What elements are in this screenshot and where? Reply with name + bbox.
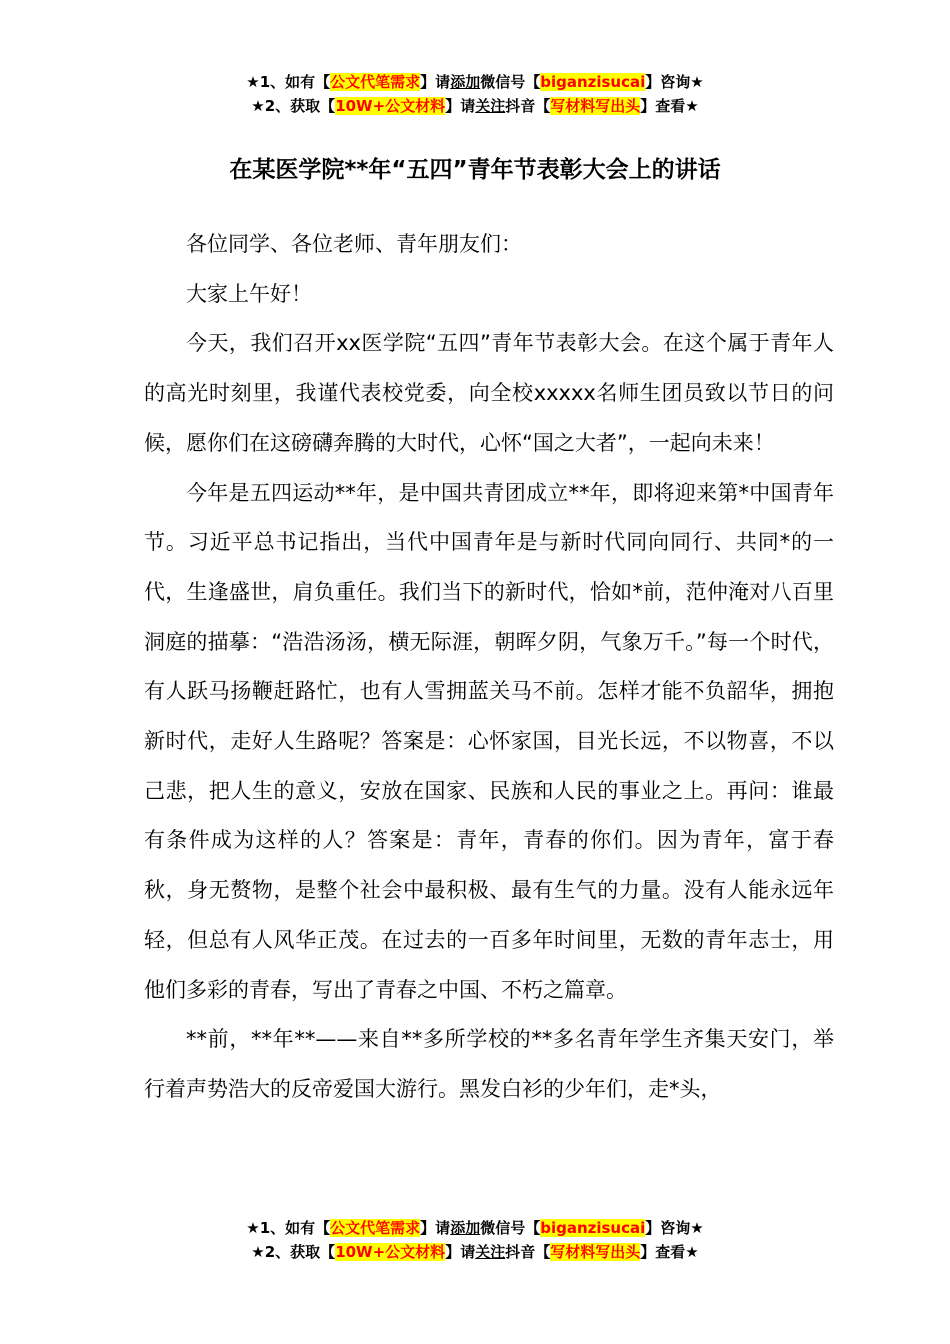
highlight-douyin: 写材料写出头 <box>550 1243 641 1261</box>
banner-line-1 <box>0 70 950 94</box>
banner-text: 】咨询★ <box>645 73 704 91</box>
highlight-materials: 10W+公文材料 <box>335 97 446 115</box>
paragraph-greeting: 大家上午好！ <box>186 281 312 306</box>
document-title: 在某医学院**年“五四”青年节表彰大会上的讲话 <box>229 157 721 183</box>
banner-text: ★1、如有【 <box>246 73 331 91</box>
banner-text: 微信号【 <box>480 1219 541 1237</box>
banner-text: 抖音【 <box>505 1243 551 1261</box>
highlight-wechat-id: biganzisucai <box>540 73 646 91</box>
banner-line-1 <box>0 1216 950 1240</box>
paragraph: 今年是五四运动**年，是中国共青团成立**年，即将迎来第*中国青年节。习近平总书记指出，当代中国青年是与新时代同向同行、共同*的一代，生逢盛世，肩负重任。我们当下的新时代，恰如*前，范仲淹对八百里洞庭的描摹：“浩浩汤汤，横无际涯，朝晖夕阴，气象万千。”每一个时代，有人跃马扬鞭赶路忙，也有人雪拥蓝关马不前。怎样才能不负韶华，拥抱新时代，走好人生路呢？答案是：心怀家国，目光长远，不以物喜，不以己悲，把人生的意义，安放在国家、民族和人民的事业之上。再问：谁最有条件成为这样的人？答案是：青年，青春的你们。因为青年，富于春秋，身无赘物，是整个社会中最积极、最有生气的力量。没有人能永远年轻，但总有人风华正茂。在过去的一百多年时间里，无数的青年志士，用他们多彩的青春，写出了青春之中国、不朽之篇章。 <box>144 480 834 1002</box>
highlight-wechat-id: biganzisucai <box>540 1219 646 1237</box>
banner-text: 】请 <box>420 1219 451 1237</box>
banner-line-2 <box>0 94 950 118</box>
paragraph-salutation: 各位同学、各位老师、青年朋友们： <box>186 232 522 256</box>
banner-emphasis: 添加 <box>450 1219 481 1237</box>
banner-text: 】请 <box>420 73 451 91</box>
footer-banner <box>0 1216 950 1264</box>
banner-emphasis: 关注 <box>475 97 506 115</box>
document-body <box>144 220 834 1115</box>
banner-text: ★1、如有【 <box>246 1219 331 1237</box>
banner-text: 抖音【 <box>505 97 551 115</box>
banner-emphasis: 关注 <box>475 1243 506 1261</box>
banner-line-2 <box>0 1240 950 1264</box>
banner-text: ★2、获取【 <box>251 97 336 115</box>
banner-text: 】查看★ <box>640 97 699 115</box>
banner-text: 】请 <box>445 97 476 115</box>
banner-text: 】请 <box>445 1243 476 1261</box>
highlight-douyin: 写材料写出头 <box>550 97 641 115</box>
banner-text: ★2、获取【 <box>251 1243 336 1261</box>
header-banner <box>0 70 950 118</box>
highlight-materials: 10W+公文材料 <box>335 1243 446 1261</box>
banner-text: 】查看★ <box>640 1243 699 1261</box>
highlight-service: 公文代笔需求 <box>330 1219 421 1237</box>
banner-emphasis: 添加 <box>450 73 481 91</box>
paragraph: 今天，我们召开xx医学院“五四”青年节表彰大会。在这个属于青年人的高光时刻里，我谨代表校党委，向全校xxxxx名师生团员致以节日的问候，愿你们在这磅礴奔腾的大时代，心怀“国之大者”，一起向未来！ <box>144 331 834 455</box>
paragraph: **前，**年**——来自**多所学校的**多名青年学生齐集天安门，举行着声势浩大的反帝爱国大游行。黑发白衫的少年们，走*头， <box>144 1027 834 1101</box>
banner-text: 】咨询★ <box>645 1219 704 1237</box>
banner-text: 微信号【 <box>480 73 541 91</box>
highlight-service: 公文代笔需求 <box>330 73 421 91</box>
